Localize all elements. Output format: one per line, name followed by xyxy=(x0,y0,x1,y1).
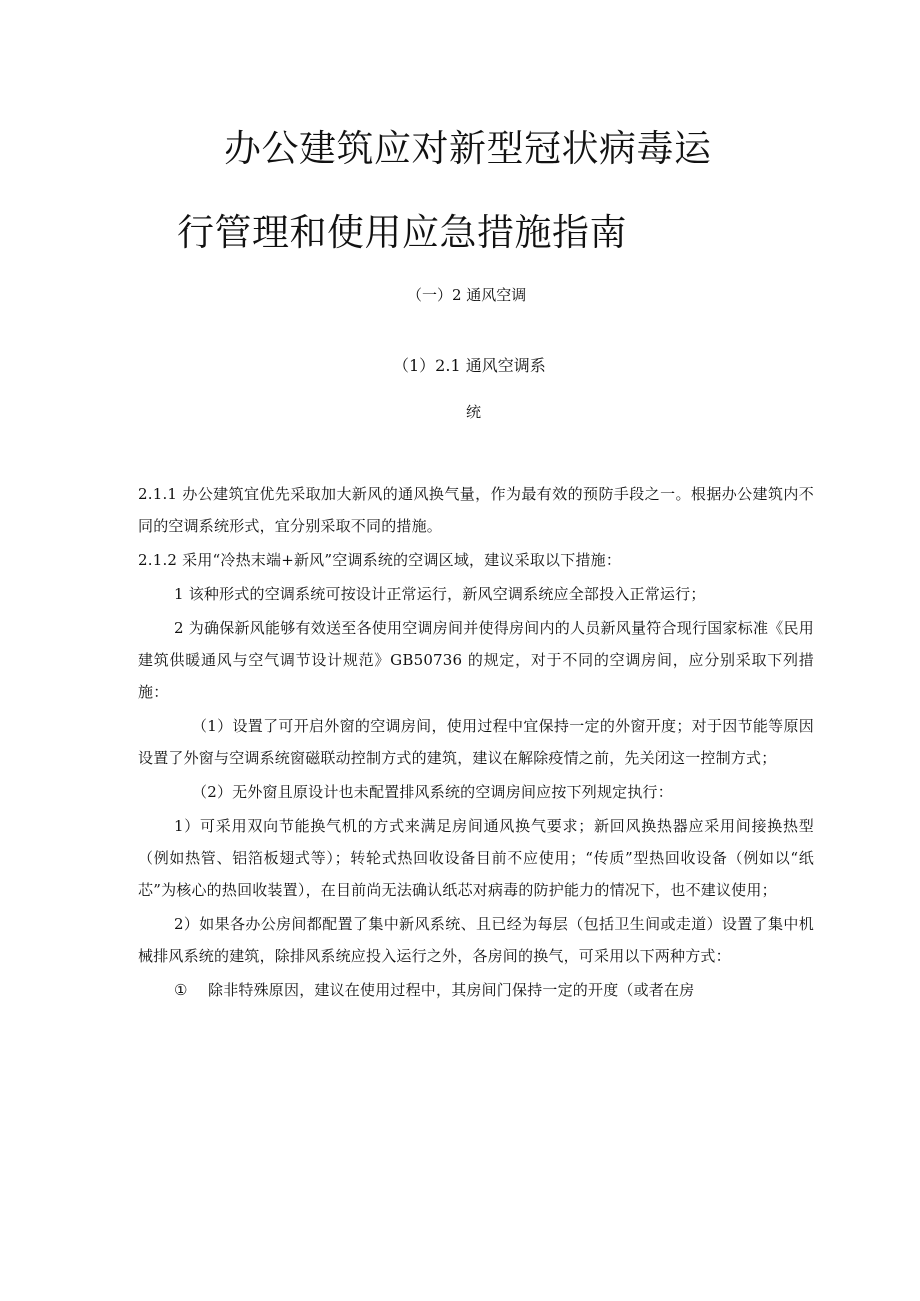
paragraph-item-1: 1 该种形式的空调系统可按设计正常运行，新风空调系统应全部投入正常运行； xyxy=(174,585,706,603)
paragraph-2-1-2: 2.1.2 采用“冷热末端+新风”空调系统的空调区域，建议采取以下措施： xyxy=(138,551,622,569)
circled-number-marker: ① xyxy=(174,981,188,999)
paragraph-subitem-1: （1）设置了可开启外窗的空调房间，使用过程中宜保持一定的外窗开度；对于因节能等原因设置了外窗与空调系统窗磁联动控制方式的建筑，建议在解除疫情之前，先关闭这一控制方式； xyxy=(138,717,814,767)
paragraph-circled-item-1 xyxy=(138,974,814,1006)
paragraph-2-1-1: 2.1.1 办公建筑宜优先采取加大新风的通风换气量，作为最有效的预防手段之一。根据办公建筑内不同的空调系统形式，宜分别采取不同的措施。 xyxy=(138,485,814,535)
paragraph-clause-1: 1）可采用双向节能换气机的方式来满足房间通风换气要求；新回风换热器应采用间接换热型（例如热管、铝箔板翅式等）；转轮式热回收设备目前不应使用；“传质”型热回收设备（例如以“纸芯”为核心的热回收装置），在目前尚无法确认纸芯对病毒的防护能力的情况下，也不建议使用； xyxy=(138,817,814,899)
document-title-line-2: 行管理和使用应急措施指南 xyxy=(177,211,627,254)
document-body xyxy=(138,478,814,1008)
subsection-heading-continuation: 统 xyxy=(466,403,482,421)
paragraph-item-2: 2 为确保新风能够有效送至各使用空调房间并使得房间内的人员新风量符合现行国家标准《民用建筑供暖通风与空气调节设计规范》GB50736 的规定，对于不同的空调房间，应分别采取下列措施： xyxy=(138,619,814,701)
paragraph-clause-2: 2）如果各办公房间都配置了集中新风系统、且已经为每层（包括卫生间或走道）设置了集中机械排风系统的建筑，除排风系统应投入运行之外，各房间的换气，可采用以下两种方式： xyxy=(138,915,814,965)
section-heading: （一）2 通风空调 xyxy=(407,286,527,304)
subsection-heading: （1）2.1 通风空调系 xyxy=(393,356,546,375)
document-title-line-1: 办公建筑应对新型冠状病毒运 xyxy=(224,127,712,170)
paragraph-subitem-2: （2）无外窗且原设计也未配置排风系统的空调房间应按下列规定执行： xyxy=(192,783,673,801)
circled-item-text: 除非特殊原因，建议在使用过程中，其房间门保持一定的开度（或者在房 xyxy=(208,981,695,999)
